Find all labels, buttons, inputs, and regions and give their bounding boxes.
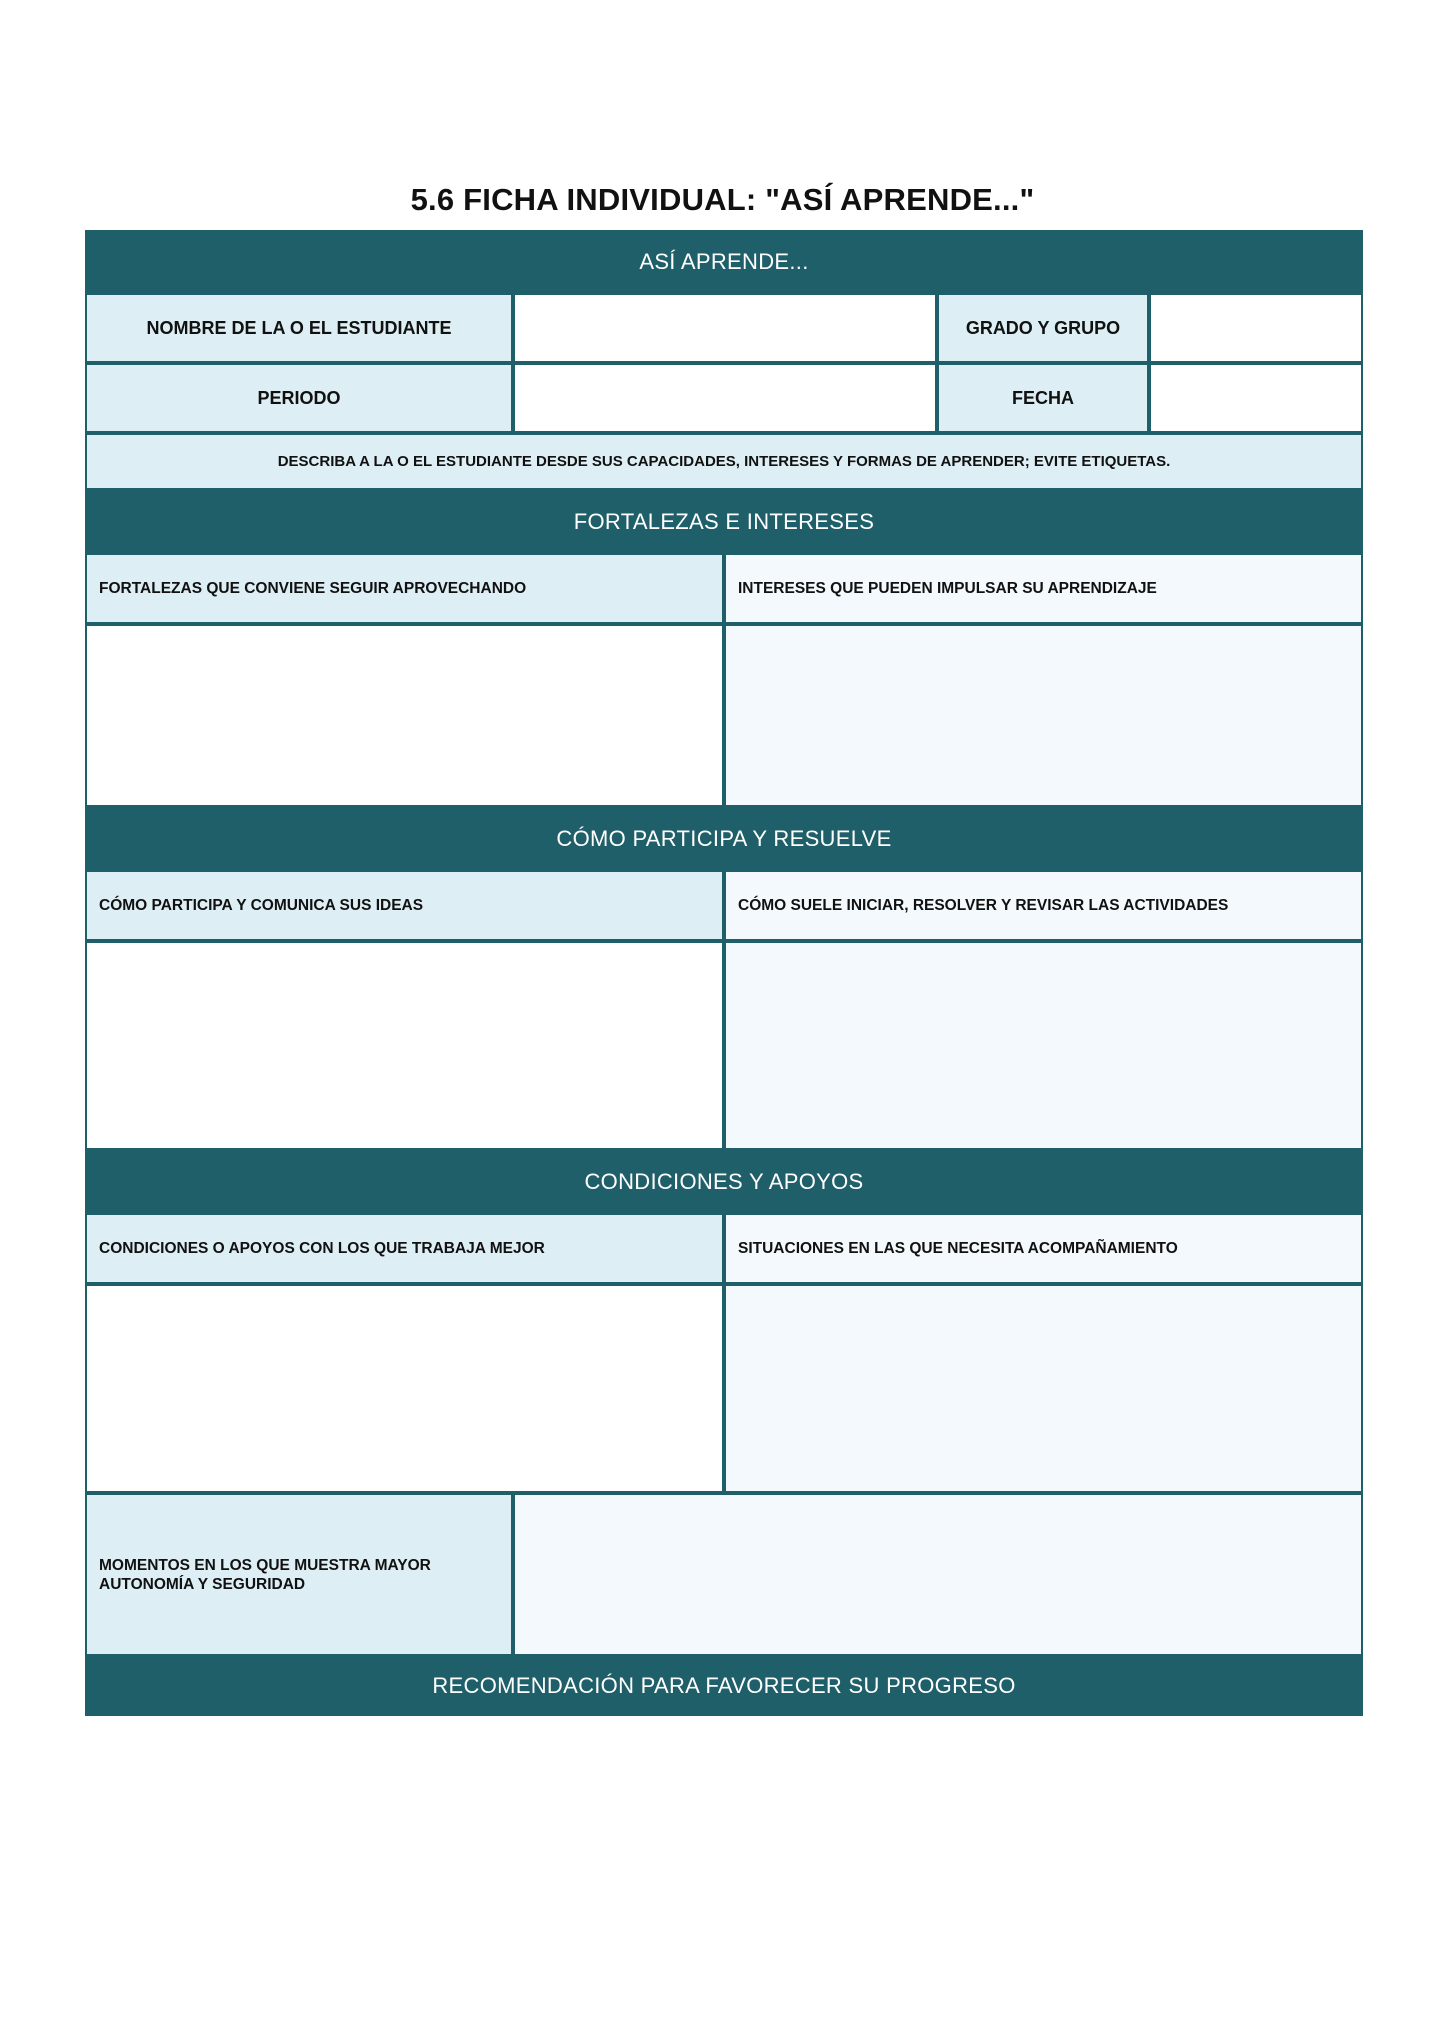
page-title: 5.6 FICHA INDIVIDUAL: "ASÍ APRENDE..."	[410, 182, 1035, 217]
grade-group-label: GRADO Y GRUPO	[937, 293, 1149, 363]
interests-prompt: INTERESES QUE PUEDEN IMPULSAR SU APRENDIZAJE	[724, 553, 1363, 624]
autonomy-prompt: MOMENTOS EN LOS QUE MUESTRA MAYOR AUTONOMÍA Y SEGURIDAD	[85, 1493, 513, 1656]
period-label: PERIODO	[85, 363, 513, 433]
grade-group-field[interactable]	[1149, 293, 1363, 363]
accompaniment-answer-area[interactable]	[724, 1284, 1363, 1493]
date-label: FECHA	[937, 363, 1149, 433]
section-header-strengths: FORTALEZAS E INTERESES	[85, 490, 1363, 553]
section-header-conditions: CONDICIONES Y APOYOS	[85, 1150, 1363, 1213]
date-field[interactable]	[1149, 363, 1363, 433]
student-name-label: NOMBRE DE LA O EL ESTUDIANTE	[85, 293, 513, 363]
participation-answer-area[interactable]	[85, 941, 724, 1150]
interests-answer-area[interactable]	[724, 624, 1363, 807]
form-sheet	[85, 230, 1363, 1716]
student-name-field[interactable]	[513, 293, 937, 363]
section-header-recommendation: RECOMENDACIÓN PARA FAVORECER SU PROGRESO	[85, 1656, 1363, 1716]
period-field[interactable]	[513, 363, 937, 433]
strengths-prompt: FORTALEZAS QUE CONVIENE SEGUIR APROVECHANDO	[85, 553, 724, 624]
supports-prompt: CONDICIONES O APOYOS CON LOS QUE TRABAJA MEJOR	[85, 1213, 724, 1284]
instruction-note: DESCRIBA A LA O EL ESTUDIANTE DESDE SUS CAPACIDADES, INTERESES Y FORMAS DE APRENDER; EVITE ETIQUETAS.	[85, 433, 1363, 490]
activities-answer-area[interactable]	[724, 941, 1363, 1150]
section-header-participation: CÓMO PARTICIPA Y RESUELVE	[85, 807, 1363, 870]
strengths-answer-area[interactable]	[85, 624, 724, 807]
participation-prompt: CÓMO PARTICIPA Y COMUNICA SUS IDEAS	[85, 870, 724, 941]
accompaniment-prompt: SITUACIONES EN LAS QUE NECESITA ACOMPAÑAMIENTO	[724, 1213, 1363, 1284]
autonomy-answer-area[interactable]	[513, 1493, 1363, 1656]
section-header-asi-aprende: ASÍ APRENDE...	[85, 230, 1363, 293]
activities-prompt: CÓMO SUELE INICIAR, RESOLVER Y REVISAR LAS ACTIVIDADES	[724, 870, 1363, 941]
supports-answer-area[interactable]	[85, 1284, 724, 1493]
